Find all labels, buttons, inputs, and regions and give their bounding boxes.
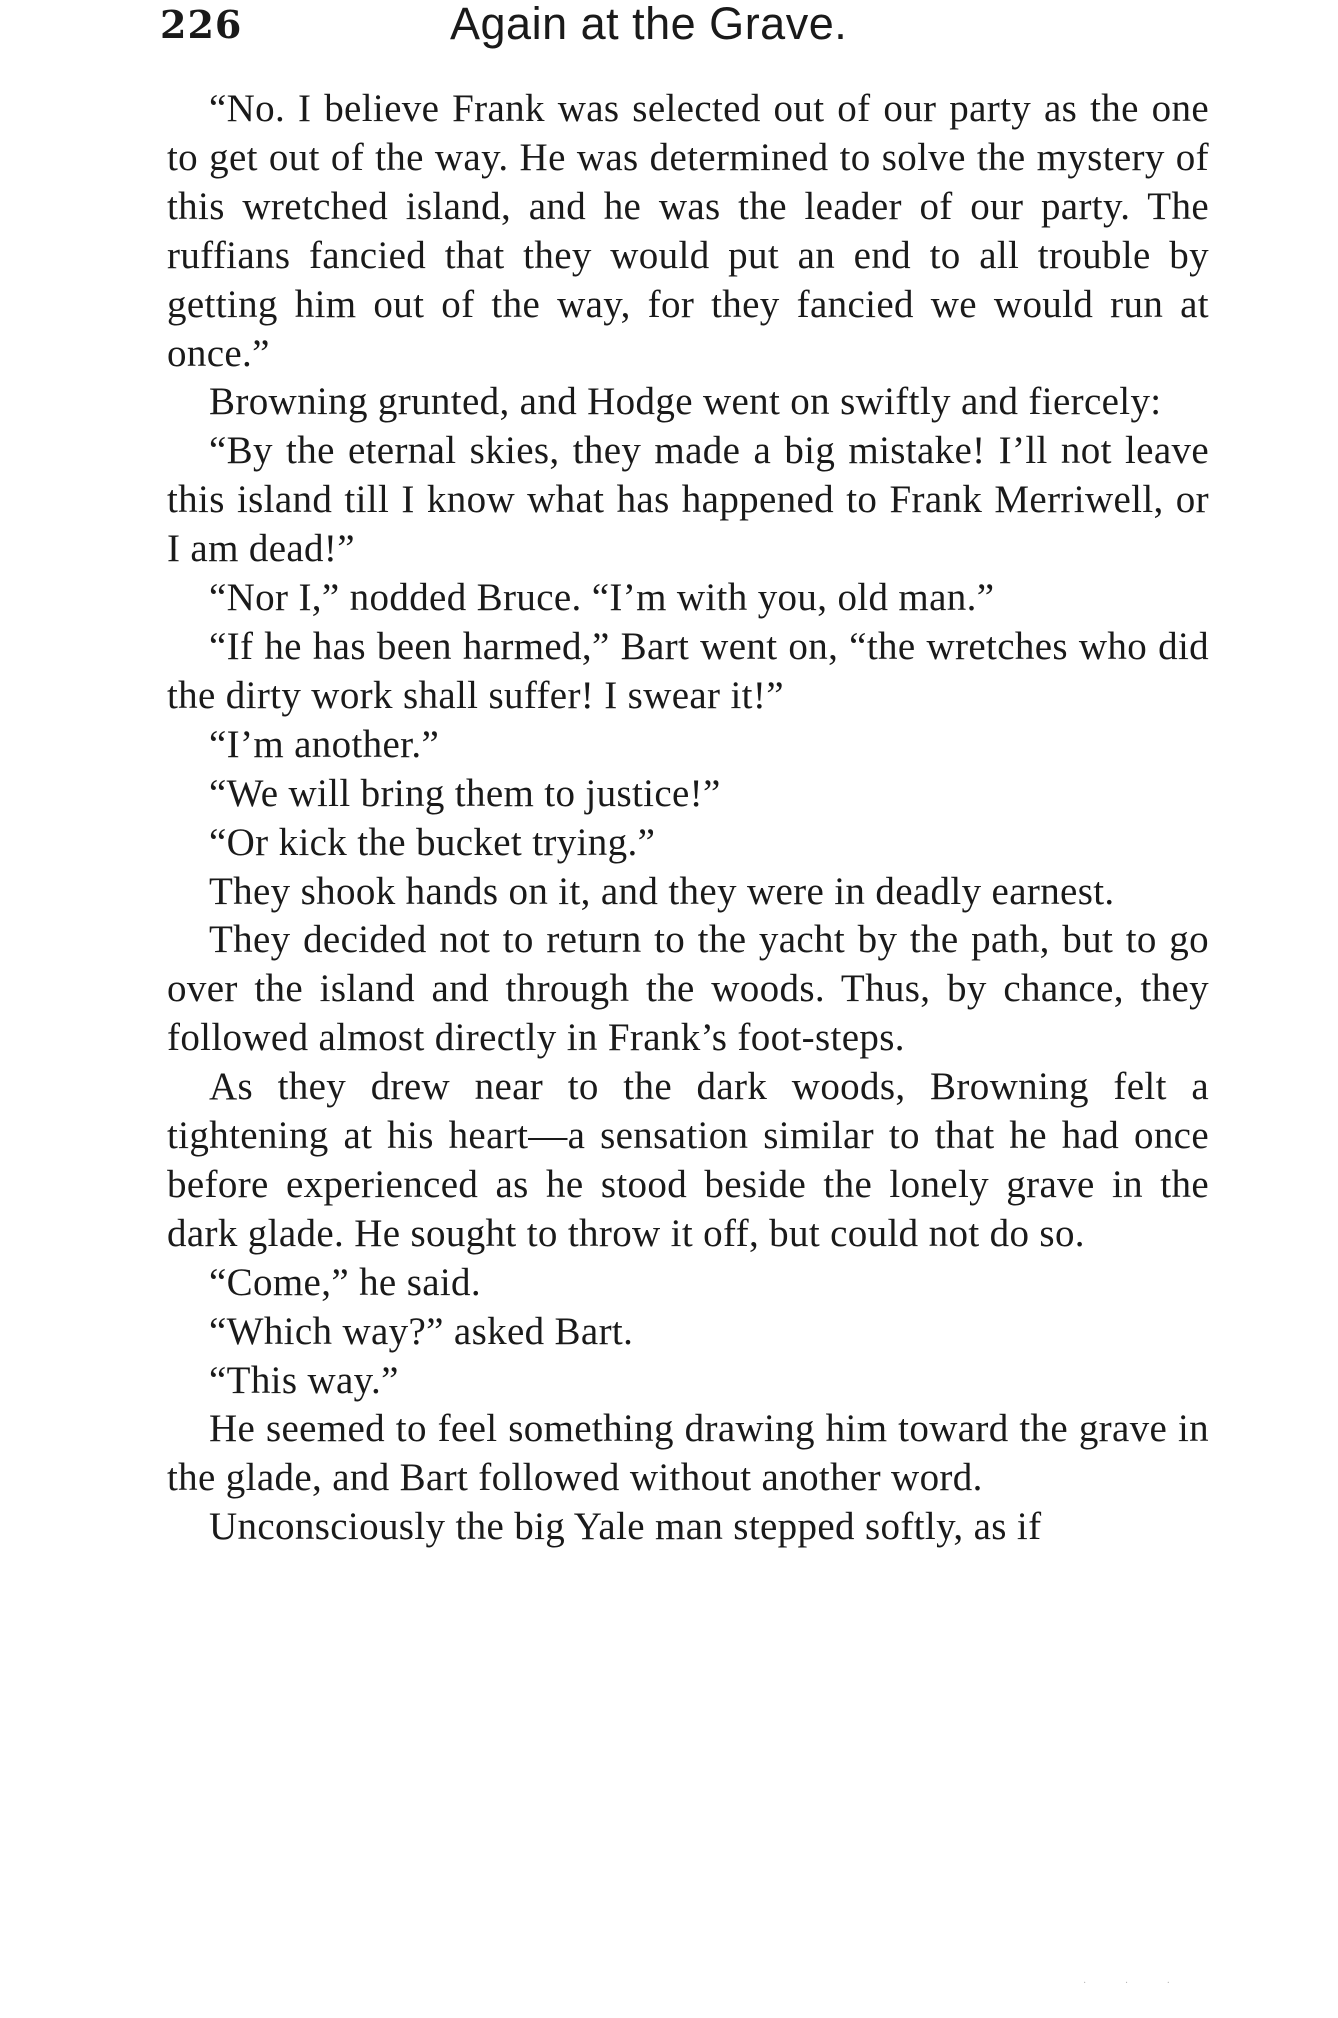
paragraph: “Which way?” asked Bart. bbox=[209, 1309, 634, 1353]
paragraph: “No. I believe Frank was selected out of our party as the one to get out of the way. He was determined to solve the mystery of this wretched island, and he was the leader of our party. The ruffians fancied that they would put an end to all trouble by getting him out of the way, for they fancied we would run at once.” bbox=[167, 87, 1209, 375]
paragraph: “Or kick the bucket trying.” bbox=[209, 820, 656, 864]
paragraph: “I’m another.” bbox=[209, 722, 440, 766]
paragraph: Unconsciously the big Yale man stepped softly, as if bbox=[209, 1505, 1042, 1549]
paragraph: “If he has been harmed,” Bart went on, “the wretches who did the dirty work shall suffer! I swear it!” bbox=[167, 624, 1209, 717]
paragraph: As they drew near to the dark woods, Browning felt a tightening at his heart—a sensation similar to that he had once before experienced as he stood beside the lonely grave in the dark glade. He sought to throw it off, but could not do so. bbox=[167, 1065, 1209, 1255]
paragraph: “By the eternal skies, they made a big mistake! I’ll not leave this island till I know what has happened to Frank Merriwell, or I am dead!” bbox=[167, 429, 1209, 571]
paragraph: Browning grunted, and Hodge went on swiftly and fiercely: bbox=[209, 380, 1162, 424]
paragraph: They shook hands on it, and they were in deadly earnest. bbox=[209, 869, 1115, 913]
paragraph: “Come,” he said. bbox=[209, 1260, 482, 1304]
body-text bbox=[167, 85, 1209, 1552]
paragraph: “Nor I,” nodded Bruce. “I’m with you, old man.” bbox=[209, 576, 995, 620]
running-title: Again at the Grave. bbox=[450, 0, 848, 49]
page-number: 226 bbox=[160, 2, 243, 47]
paragraph: They decided not to return to the yacht by the path, but to go over the island and through the woods. Thus, by chance, they followed almost directly in Frank’s foot-steps. bbox=[167, 918, 1209, 1060]
paper-specks: · · · bbox=[1083, 1978, 1188, 1989]
paragraph: “This way.” bbox=[209, 1358, 399, 1402]
running-head bbox=[160, 0, 1210, 60]
paragraph: He seemed to feel something drawing him toward the grave in the glade, and Bart followed without another word. bbox=[167, 1407, 1209, 1500]
paragraph: “We will bring them to justice!” bbox=[209, 771, 721, 815]
